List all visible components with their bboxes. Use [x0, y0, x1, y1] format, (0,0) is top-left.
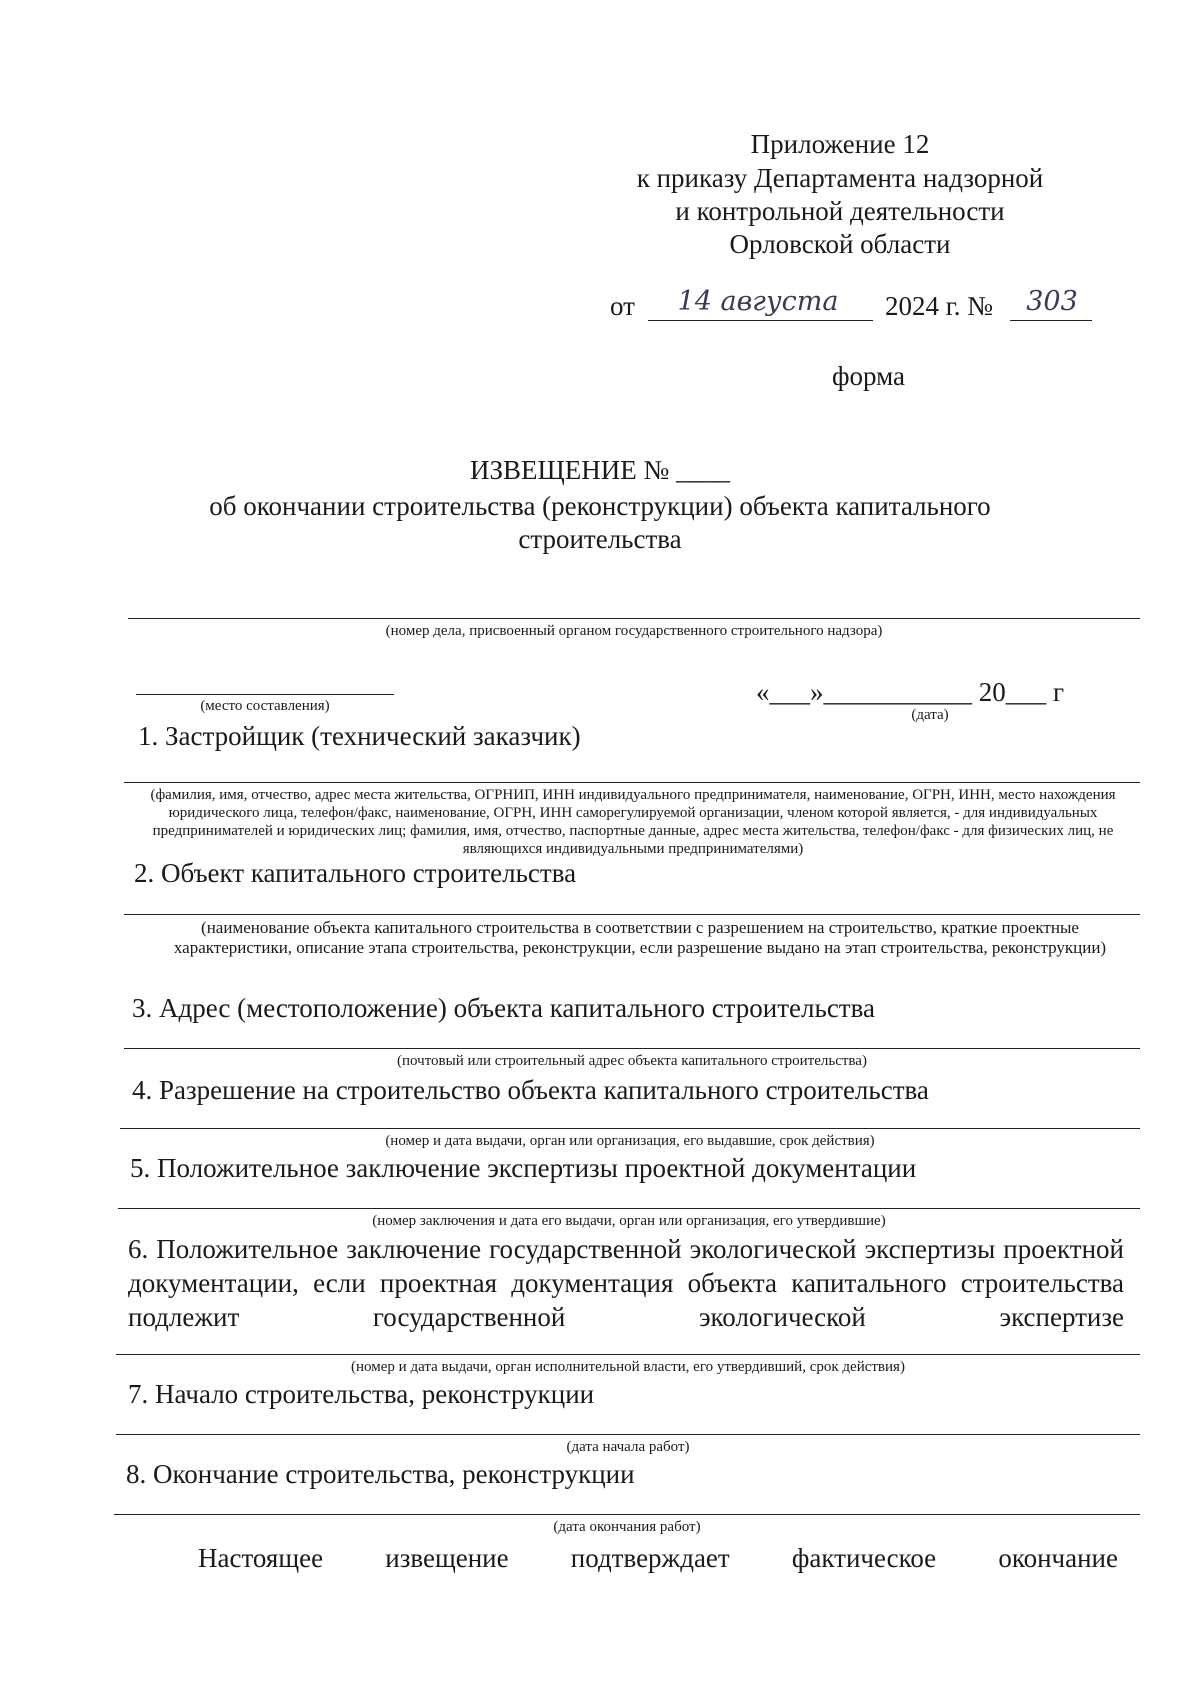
- section-6-heading: 6. Положительное заключение государственной экологической экспертизы проектной документации, если проектная документация объекта капитального строительства подлежит государственной экологической экспертизе: [128, 1234, 1124, 1332]
- section-4-line: [120, 1128, 1140, 1129]
- section-4-caption: (номер и дата выдачи, орган или организация, его выдавшие, срок действия): [385, 1133, 875, 1149]
- section-6-line: [116, 1354, 1140, 1355]
- order-number-underline: [1010, 320, 1092, 321]
- department-name: и контрольной деятельности: [675, 196, 1005, 226]
- section-3-heading: 3. Адрес (местоположение) объекта капитального строительства: [132, 993, 875, 1023]
- date-caption: (дата): [911, 707, 949, 723]
- order-year: 2024 г. №: [885, 291, 994, 321]
- section-2-heading: 2. Объект капитального строительства: [134, 858, 577, 888]
- section-1-caption: (фамилия, имя, отчество, адрес места жительства, ОГРНИП, ИНН индивидуального предпринимателя, наименование, ОГРН, ИНН, место нахождения юридического лица, телефон/факс, наименование, ОГРН, ИНН саморегулируемой организации, членом которой является, - для индивидуальных предпринимателей и юридических лиц; фамилия, имя, отчество, паспортные данные, адрес места жительства, телефон/факс - для физических лиц, не являющихся индивидуальными предпринимателями): [150, 787, 1116, 857]
- title-number-blank: ____: [676, 455, 730, 485]
- section-3-caption: (почтовый или строительный адрес объекта капитального строительства): [397, 1053, 867, 1069]
- section-5-heading: 5. Положительное заключение экспертизы проектной документации: [130, 1153, 917, 1183]
- place-caption: (место составления): [200, 698, 330, 714]
- section-7-heading: 7. Начало строительства, реконструкции: [128, 1379, 595, 1409]
- section-4-heading: 4. Разрешение на строительство объекта капитального строительства: [132, 1075, 929, 1105]
- section-5-caption: (номер заключения и дата его выдачи, орган или организация, его утвердившие): [372, 1213, 886, 1229]
- section-8-heading: 8. Окончание строительства, реконструкции: [126, 1459, 635, 1489]
- date-fill: «___»___________ 20___ г: [756, 677, 1065, 707]
- order-date-handwritten: 14 августа: [677, 286, 839, 317]
- section-1-heading: 1. Застройщик (технический заказчик): [138, 721, 581, 751]
- section-7-caption: (дата начала работ): [566, 1439, 690, 1455]
- case-number-line: [128, 618, 1140, 619]
- section-7-line: [116, 1434, 1140, 1435]
- section-6-caption: (номер и дата выдачи, орган исполнительной власти, его утвердивший, срок действия): [351, 1359, 905, 1375]
- case-number-caption: (номер дела, присвоенный органом государственного строительного надзора): [385, 623, 883, 639]
- order-number-handwritten: 303: [1026, 286, 1078, 317]
- order-reference: к приказу Департамента надзорной: [636, 163, 1044, 193]
- final-paragraph: Настоящее извещение подтверждает фактическое окончание: [198, 1543, 1118, 1573]
- form-label: форма: [832, 361, 905, 391]
- section-8-line: [114, 1514, 1140, 1515]
- section-2-caption: (наименование объекта капитального строительства в соответствии с разрешением на строительство, краткие проектные характеристики, описание этапа строительства, реконструкции, если разрешение выдано на этап строительства, реконструкции): [173, 918, 1107, 957]
- from-label: от: [610, 291, 635, 321]
- region-name: Орловской области: [729, 229, 951, 259]
- section-3-line: [124, 1048, 1140, 1049]
- title-subtitle-cont: строительства: [518, 524, 682, 554]
- section-2-line: [124, 914, 1140, 915]
- document-title: [0, 454, 1200, 487]
- section-8-caption: (дата окончания работ): [553, 1519, 701, 1535]
- title-subtitle: об окончании строительства (реконструкции) объекта капитального: [209, 491, 991, 521]
- order-date-underline: [648, 320, 873, 321]
- section-1-line: [124, 782, 1140, 783]
- place-line: [136, 694, 394, 695]
- title-text: ИЗВЕЩЕНИЕ №: [469, 455, 670, 485]
- appendix-number: Приложение 12: [750, 129, 930, 159]
- section-5-line: [118, 1208, 1140, 1209]
